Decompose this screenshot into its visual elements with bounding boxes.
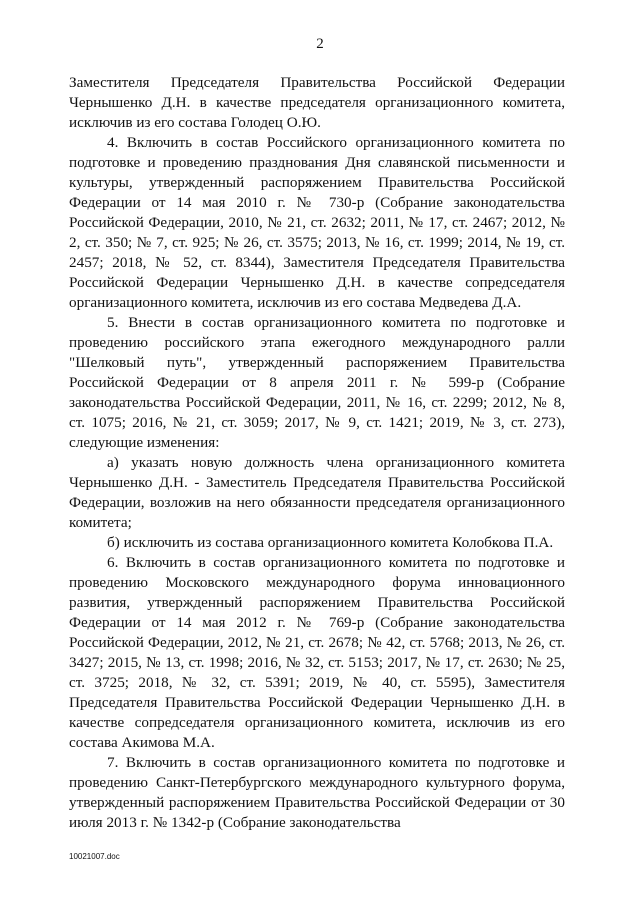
paragraph-item-5a: а) указать новую должность члена организационного комитета Чернышенко Д.Н. - Заместитель Председателя Правительства Российской Федерации, возложив на него обязанности председателя организационного комитета; (69, 454, 565, 531)
page-number: 2 (316, 36, 324, 52)
document-file-code: 10021007.doc (69, 852, 120, 861)
paragraph-item-5: 5. Внести в состав организационного комитета по подготовке и проведению российского этапа ежегодного международного ралли "Шелковый путь", утвержденный распоряжением Правительства Российской Федерации от 8 апреля 2011 г. № 599-р (Собрание законодательства Российской Федерации, 2011, № 16, ст. 2299; 2012, № 8, ст. 1075; 2016, № 21, ст. 3059; 2017, № 9, ст. 1421; 2019, № 3, ст. 273), следующие изменения: (69, 314, 565, 451)
paragraph-item-7: 7. Включить в состав организационного комитета по подготовке и проведению Санкт-Петербургского международного культурного форума, утвержденный распоряжением Правительства Российской Федерации от 30 июля 2013 г. № 1342-р (Собрание законодательства (69, 754, 565, 831)
paragraph-item-5b: б) исключить из состава организационного комитета Колобкова П.А. (107, 534, 554, 551)
paragraph-item-4: 4. Включить в состав Российского организационного комитета по подготовке и проведению празднования Дня славянской письменности и культуры, утвержденный распоряжением Правительства Российской Федерации от 14 мая 2010 г. № 730-р (Собрание законодательства Российской Федерации, 2010, № 21, ст. 2632; 2011, № 17, ст. 2467; 2012, № 2, ст. 350; № 7, ст. 925; № 26, ст. 3575; 2013, № 16, ст. 1999; 2014, № 19, ст. 2457; 2018, № 52, ст. 8344), Заместителя Председателя Правительства Российской Федерации Чернышенко Д.Н. в качестве сопредседателя организационного комитета, исключив из его состава Медведева Д.А. (69, 134, 565, 311)
document-body (69, 73, 565, 833)
paragraph-item-6: 6. Включить в состав организационного комитета по подготовке и проведению Московского международного форума инновационного развития, утвержденный распоряжением Правительства Российской Федерации от 14 мая 2012 г. № 769-р (Собрание законодательства Российской Федерации, 2012, № 21, ст. 2678; № 42, ст. 5768; 2013, № 26, ст. 3427; 2015, № 13, ст. 1998; 2016, № 32, ст. 5153; 2017, № 17, ст. 2630; № 25, ст. 3725; 2018, № 32, ст. 5391; 2019, № 40, ст. 5595), Заместителя Председателя Правительства Российской Федерации Чернышенко Д.Н. в качестве сопредседателя организационного комитета, исключив из его состава Акимова М.А. (69, 554, 565, 751)
paragraph-continuation: Заместителя Председателя Правительства Российской Федерации Чернышенко Д.Н. в качестве председателя организационного комитета, исключив из его состава Голодец О.Ю. (69, 74, 565, 131)
